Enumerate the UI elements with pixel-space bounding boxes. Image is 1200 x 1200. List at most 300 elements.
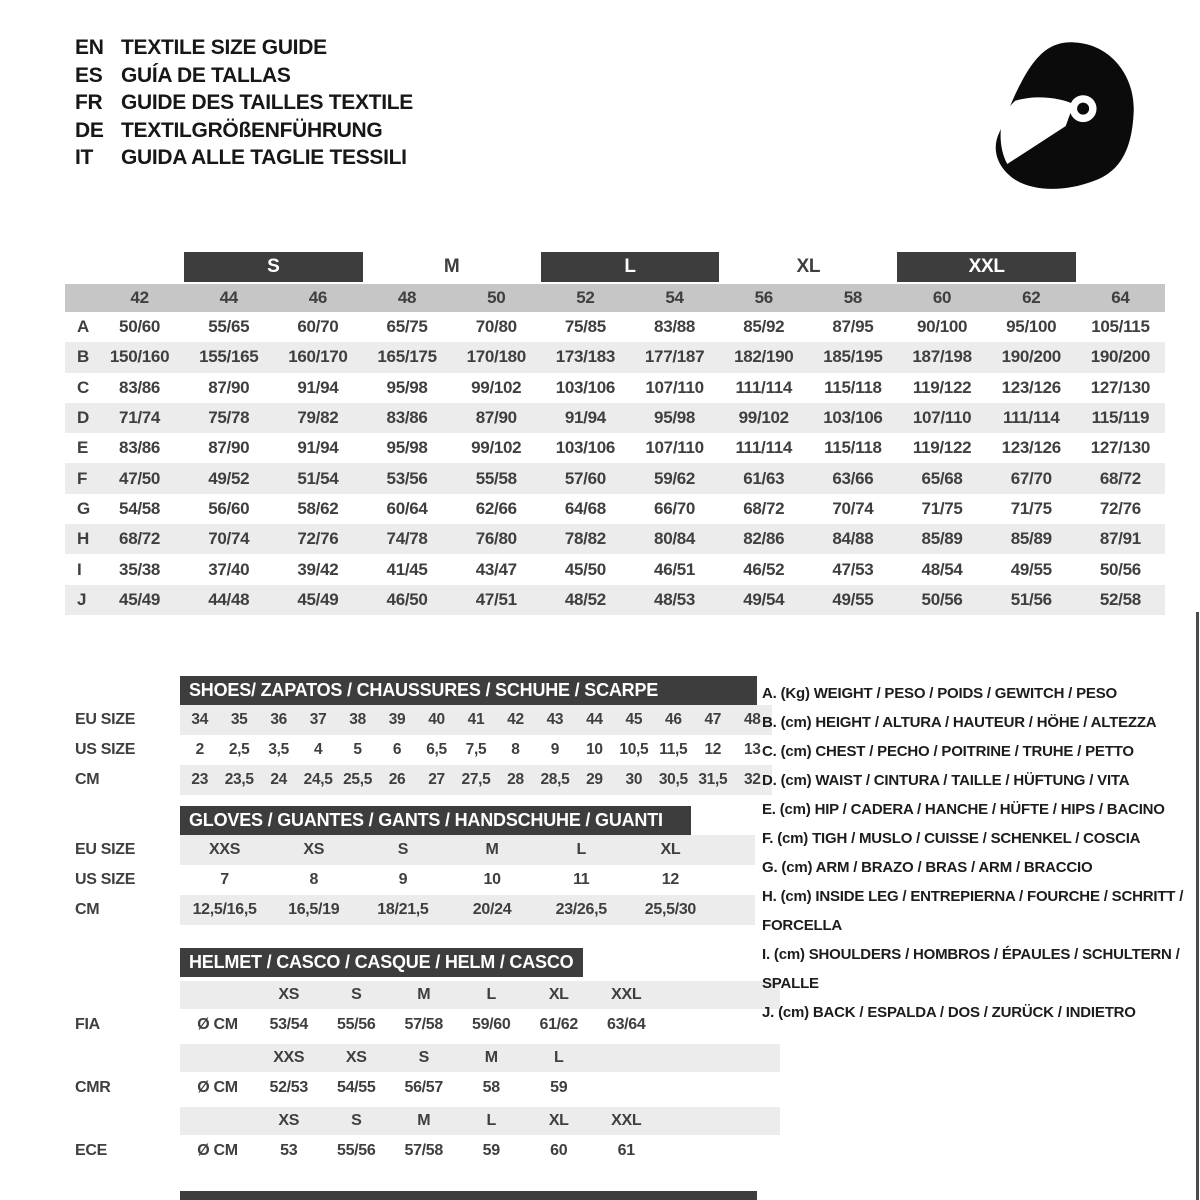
measurement-cell: 61/63	[743, 468, 785, 488]
measurement-cell: 190/200	[1001, 347, 1061, 367]
helmet-value-cell: 57/58	[404, 1141, 444, 1159]
size-header-cell: 44	[219, 288, 238, 307]
size-cell: 42	[507, 711, 524, 728]
row-label: US SIZE	[75, 871, 136, 888]
legend-entry: F. (cm) TIGH / MUSLO / CUISSE / SCHENKEL / COSCIA	[762, 830, 1141, 847]
row-label: D	[77, 408, 89, 428]
size-cell: 6,5	[426, 741, 447, 758]
size-header-cell: 46	[308, 288, 328, 307]
size-header-cell: 62	[1022, 288, 1041, 307]
unit-cell: Ø CM	[197, 1141, 238, 1159]
measurement-cell: 50/60	[119, 317, 161, 337]
measurement-cell: 68/72	[1099, 468, 1141, 488]
measurement-cell: 54/58	[119, 498, 161, 518]
legend-entry: J. (cm) BACK / ESPALDA / DOS / ZURÜCK / INDIETRO	[762, 1004, 1136, 1021]
size-header-cell: 64	[1111, 288, 1130, 307]
language-code: ES	[75, 63, 103, 87]
measurement-cell: 78/82	[564, 529, 606, 549]
helmet-value-row	[65, 1135, 660, 1166]
size-cell: 31,5	[698, 771, 728, 788]
size-header-cell: 56	[754, 288, 773, 307]
language-code: IT	[75, 146, 94, 169]
measurement-cell: 95/98	[386, 377, 428, 397]
measurement-cell: 111/114	[735, 377, 793, 397]
helmet-size-cell: XL	[548, 1112, 569, 1129]
strip-row	[65, 865, 755, 895]
measurement-cell: 95/100	[1006, 317, 1057, 337]
measurement-cell: 84/88	[832, 529, 874, 549]
measurement-cell: 46/51	[654, 559, 696, 579]
language-title: TEXTILE SIZE GUIDE	[121, 36, 327, 59]
size-cell: 40	[428, 711, 445, 728]
size-cell: 41	[467, 711, 485, 728]
measurement-cell: 85/92	[743, 317, 785, 337]
size-cell: 10	[483, 871, 501, 888]
measurement-cell: 45/49	[297, 589, 339, 609]
size-cell: 12	[661, 871, 679, 888]
measurement-cell: 70/74	[832, 498, 874, 518]
row-label: J	[77, 589, 87, 609]
size-cell: 28,5	[540, 771, 570, 788]
measurement-cell: 103/106	[555, 377, 616, 397]
measurement-cell: 48/54	[921, 559, 963, 579]
size-cell: S	[397, 841, 409, 858]
size-cell: 25,5	[343, 771, 373, 788]
measurement-cell: 155/165	[199, 347, 259, 367]
helmet-value-cell: 59	[482, 1141, 500, 1159]
size-cell: 18/21,5	[377, 901, 429, 918]
measurement-cell: 55/65	[208, 317, 250, 337]
size-cell: 24,5	[303, 771, 333, 788]
measurement-cell: 75/78	[208, 408, 250, 428]
shoes-size-table	[65, 676, 772, 795]
measurement-cell: 53/56	[386, 468, 428, 488]
size-header-cell: 52	[576, 288, 595, 307]
size-header-cell: 60	[932, 288, 952, 307]
measurement-cell: 51/54	[297, 468, 339, 488]
measurement-row-f	[65, 463, 1165, 493]
size-cell: 9	[550, 741, 560, 758]
size-letter-l: L	[541, 252, 719, 282]
size-cell: L	[576, 841, 586, 858]
measurement-cell: 127/130	[1090, 377, 1151, 397]
measurement-cell: 72/76	[1099, 498, 1141, 518]
strip-band	[180, 895, 755, 925]
measurement-cell: 99/102	[738, 408, 789, 428]
measurement-cell: 48/52	[564, 589, 606, 609]
measurement-cell: 52/58	[1099, 589, 1141, 609]
helmet-value-cell: 53	[280, 1141, 298, 1159]
helmet-value-cell: 58	[482, 1078, 500, 1096]
measurement-cell: 63/66	[832, 468, 874, 488]
size-cell: 45	[625, 711, 643, 728]
size-header-cell: 48	[397, 288, 417, 307]
helmet-size-band	[180, 981, 780, 1009]
size-letter-header-row	[65, 252, 1165, 282]
measurement-cell: 107/110	[645, 438, 704, 458]
measurement-cell: 83/86	[386, 408, 428, 428]
garment-size-table	[65, 252, 1165, 615]
gloves-table-header: GLOVES / GUANTES / GANTS / HANDSCHUHE / GUANTI	[180, 806, 691, 835]
measurement-cell: 150/160	[109, 347, 170, 367]
helmet-size-cell: S	[351, 1112, 362, 1129]
helmet-value-cell: 55/56	[336, 1015, 376, 1033]
measurement-cell: 105/115	[1091, 317, 1150, 337]
measurement-cell: 190/200	[1090, 347, 1151, 367]
size-cell: 28	[507, 771, 524, 788]
standard-label: CMR	[75, 1078, 111, 1096]
size-cell: 36	[270, 711, 287, 728]
legend-entry: G. (cm) ARM / BRAZO / BRAS / ARM / BRACCIO	[762, 859, 1093, 876]
size-cell: 11,5	[659, 741, 688, 758]
measurement-row-a	[65, 312, 1165, 342]
size-cell: 12	[704, 741, 722, 758]
standard-label: FIA	[75, 1015, 100, 1033]
measurement-cell: 173/183	[555, 347, 616, 367]
legend-entry: H. (cm) INSIDE LEG / ENTREPIERNA / FOURCHE / SCHRITT / FORCELLA	[762, 888, 1184, 934]
row-label: CM	[75, 771, 100, 788]
unit-cell: Ø CM	[197, 1015, 238, 1033]
helmet-size-cell: XS	[278, 1112, 300, 1129]
helmet-value-cell: 52/53	[269, 1078, 309, 1096]
size-header-cell: 54	[665, 288, 684, 307]
size-cell: 27	[428, 771, 445, 788]
right-edge-line	[1196, 612, 1199, 1200]
measurement-cell: 119/122	[912, 438, 972, 458]
row-label: EU SIZE	[75, 841, 136, 858]
measurement-cell: 87/90	[208, 438, 250, 458]
measurement-cell: 85/89	[921, 529, 963, 549]
measurement-cell: 83/88	[654, 317, 696, 337]
measurement-cell: 67/70	[1010, 468, 1052, 488]
helmet-icon	[982, 36, 1140, 194]
language-row	[75, 144, 413, 172]
helmet-size-cell: M	[484, 1049, 498, 1066]
measurement-cell: 50/56	[921, 589, 963, 609]
helmet-value-cell: 63/64	[606, 1015, 646, 1033]
size-cell: M	[485, 841, 499, 858]
measurement-cell: 99/102	[471, 377, 522, 397]
measurement-cell: 47/51	[475, 589, 517, 609]
helmet-table-header: HELMET / CASCO / CASQUE / HELM / CASCO	[180, 948, 583, 977]
measurement-row-j	[65, 585, 1165, 615]
measurement-cell: 48/53	[654, 589, 696, 609]
helmet-value-cell: 59/60	[471, 1015, 511, 1033]
measurement-cell: 115/118	[824, 377, 882, 397]
measurement-cell: 83/86	[119, 438, 161, 458]
measurement-cell: 115/118	[824, 438, 882, 458]
language-row	[75, 62, 413, 90]
measurement-row-i	[65, 554, 1165, 584]
language-title-block	[75, 34, 413, 172]
size-cell: 30,5	[658, 771, 688, 788]
language-code: DE	[75, 118, 104, 142]
measurement-cell: 170/180	[466, 347, 526, 367]
size-cell: 25,5/30	[644, 901, 697, 918]
shoes-rows	[65, 705, 772, 795]
measurement-cell: 119/122	[912, 377, 972, 397]
measurement-cell: 65/68	[921, 468, 963, 488]
cropped-footer-bar	[180, 1191, 757, 1200]
size-cell: 46	[665, 711, 682, 728]
measurement-cell: 59/62	[654, 468, 696, 488]
helmet-size-cell: L	[554, 1049, 564, 1066]
measurement-row-c	[65, 373, 1165, 403]
measurement-cell: 74/78	[386, 529, 428, 549]
measurement-row-h	[65, 524, 1165, 554]
measurement-cell: 75/85	[564, 317, 606, 337]
helmet-value-row	[65, 1009, 660, 1040]
row-label: B	[77, 347, 89, 367]
measurement-cell: 85/89	[1010, 529, 1052, 549]
measurement-cell: 123/126	[1001, 377, 1061, 397]
size-cell: 16,5/19	[288, 901, 340, 918]
size-cell: 12,5/16,5	[192, 901, 257, 918]
legend-entry: A. (Kg) WEIGHT / PESO / POIDS / GEWITCH / PESO	[762, 685, 1117, 702]
measurement-cell: 185/195	[823, 347, 883, 367]
helmet-size-cell: XXS	[273, 1049, 305, 1066]
helmet-value-cell: 56/57	[404, 1078, 444, 1096]
size-cell: 23	[191, 771, 209, 788]
measurement-cell: 177/187	[644, 347, 705, 367]
measurement-cell: 79/82	[297, 408, 339, 428]
measurement-cell: 76/80	[475, 529, 517, 549]
size-letter-s: S	[184, 252, 362, 282]
size-cell: 37	[309, 711, 327, 728]
size-cell: 3,5	[268, 741, 289, 758]
strip-row	[65, 895, 755, 925]
row-label: H	[77, 529, 89, 549]
measurement-cell: 60/70	[297, 317, 339, 337]
strip-band	[180, 705, 772, 735]
standard-label: ECE	[75, 1141, 107, 1159]
size-cell: 39	[388, 711, 406, 728]
language-row	[75, 89, 413, 117]
size-cell: 24	[270, 771, 287, 788]
strip-row	[65, 735, 772, 765]
measurement-cell: 55/58	[475, 468, 517, 488]
size-cell: 44	[586, 711, 603, 728]
language-title: GUIDA ALLE TAGLIE TESSILI	[121, 146, 407, 169]
size-cell: 43	[546, 711, 564, 728]
measurement-cell: 87/90	[475, 408, 517, 428]
measurement-cell: 47/50	[119, 468, 161, 488]
measurement-cell: 87/95	[832, 317, 874, 337]
helmet-value-row	[65, 1072, 660, 1103]
size-cell: 48	[743, 711, 761, 728]
measurement-cell: 95/98	[386, 438, 428, 458]
row-label: A	[77, 317, 89, 337]
row-label: F	[77, 468, 88, 488]
measurement-cell: 83/86	[119, 377, 161, 397]
measurement-cell: 39/42	[297, 559, 339, 579]
size-header-cell: 58	[843, 288, 863, 307]
size-header-cell: 42	[130, 288, 149, 307]
size-letter-m: M	[443, 256, 460, 277]
language-row	[75, 117, 413, 145]
size-cell: XS	[303, 841, 325, 858]
size-cell: 11	[573, 871, 590, 888]
size-cell: 32	[743, 771, 761, 788]
language-title: TEXTILGRÖßENFÜHRUNG	[121, 118, 383, 142]
measurement-cell: 66/70	[654, 498, 696, 518]
measurement-cell: 87/90	[208, 377, 250, 397]
measurement-cell: 123/126	[1001, 438, 1061, 458]
measurement-cell: 187/198	[912, 347, 972, 367]
strip-band	[180, 835, 755, 865]
helmet-size-cell: S	[351, 986, 362, 1003]
measurement-cell: 49/54	[743, 589, 785, 609]
helmet-size-cell: M	[417, 986, 431, 1003]
measurement-row-g	[65, 494, 1165, 524]
helmet-size-table	[65, 948, 845, 1166]
measurement-cell: 71/75	[921, 498, 963, 518]
size-cell: 47	[704, 711, 722, 728]
size-cell: 26	[388, 771, 406, 788]
strip-band	[180, 865, 755, 895]
measurement-cell: 70/74	[208, 529, 250, 549]
helmet-value-cell: 54/55	[336, 1078, 376, 1096]
row-label: EU SIZE	[75, 711, 136, 728]
size-letter-xxl: XXL	[897, 252, 1075, 282]
size-cell: 23/26,5	[555, 901, 607, 918]
measurement-cell: 160/170	[288, 347, 348, 367]
size-cell: 34	[191, 711, 209, 728]
legend-entry: D. (cm) WAIST / CINTURA / TAILLE / HÜFTUNG / VITA	[762, 772, 1130, 789]
measurement-cell: 95/98	[654, 408, 696, 428]
unit-cell: Ø CM	[197, 1078, 238, 1096]
measurement-cell: 46/52	[743, 559, 785, 579]
helmet-value-cell: 61/62	[539, 1015, 579, 1033]
measurement-cell: 49/52	[208, 468, 250, 488]
legend-entry: C. (cm) CHEST / PECHO / POITRINE / TRUHE / PETTO	[762, 743, 1134, 760]
size-cell: 7,5	[465, 741, 487, 758]
helmet-value-cell: 60	[550, 1141, 568, 1159]
language-row	[75, 34, 413, 62]
measurement-cell: 80/84	[654, 529, 696, 549]
measurement-cell: 91/94	[564, 408, 606, 428]
helmet-size-cell: XS	[345, 1049, 367, 1066]
helmet-size-cell: L	[486, 1112, 496, 1129]
measurement-cell: 44/48	[208, 589, 250, 609]
measurement-cell: 71/74	[119, 408, 161, 428]
measurement-cell: 43/47	[475, 559, 517, 579]
size-cell: 10,5	[619, 741, 649, 758]
measurement-cell: 103/106	[555, 438, 616, 458]
size-cell: 7	[220, 871, 229, 888]
row-label: US SIZE	[75, 741, 136, 758]
row-label: I	[77, 559, 82, 579]
size-cell: 8	[309, 871, 319, 888]
measurement-cell: 65/75	[386, 317, 428, 337]
measurement-cell: 64/68	[564, 498, 606, 518]
size-cell: 5	[353, 741, 362, 758]
measurement-cell: 91/94	[297, 438, 339, 458]
measurement-cell: 71/75	[1010, 498, 1052, 518]
measurement-cell: 103/106	[823, 408, 883, 428]
measurement-cell: 45/49	[119, 589, 161, 609]
legend-entry: B. (cm) HEIGHT / ALTURA / HAUTEUR / HÖHE / ALTEZZA	[762, 714, 1157, 731]
measurement-cell: 51/56	[1010, 589, 1052, 609]
measurement-cell: 107/110	[645, 377, 704, 397]
shoes-table-header: SHOES/ ZAPATOS / CHAUSSURES / SCHUHE / SCARPE	[180, 676, 757, 705]
size-cell: 6	[392, 741, 402, 758]
measurement-cell: 127/130	[1090, 438, 1151, 458]
helmet-size-cell: L	[486, 986, 496, 1003]
legend-entry: I. (cm) SHOULDERS / HOMBROS / ÉPAULES / SCHULTERN / SPALLE	[762, 946, 1180, 992]
language-title: GUIDE DES TAILLES TEXTILE	[121, 91, 413, 114]
strip-row	[65, 705, 772, 735]
measurement-cell: 46/50	[386, 589, 428, 609]
measurement-cell: 49/55	[1010, 559, 1052, 579]
measurement-row-e	[65, 433, 1165, 463]
size-cell: 2	[195, 741, 204, 758]
measurement-cell: 68/72	[743, 498, 785, 518]
helmet-value-cell: 59	[550, 1078, 568, 1096]
measurement-cell: 41/45	[386, 559, 428, 579]
helmet-value-cell: 55/56	[336, 1141, 376, 1159]
garment-measurement-rows	[65, 312, 1165, 615]
helmet-size-cell: S	[418, 1049, 429, 1066]
measurement-cell: 45/50	[564, 559, 606, 579]
size-cell: 2,5	[228, 741, 250, 758]
helmet-size-band	[180, 1044, 780, 1072]
measurement-row-b	[65, 342, 1165, 372]
size-cell: 8	[511, 741, 520, 758]
row-label: CM	[75, 901, 100, 918]
measurement-cell: 70/80	[475, 317, 517, 337]
row-label: G	[77, 498, 90, 518]
size-header-cell: 50	[487, 288, 506, 307]
measurement-cell: 35/38	[119, 559, 161, 579]
size-cell: 10	[586, 741, 603, 758]
measurement-cell: 58/62	[297, 498, 339, 518]
size-cell: XXS	[209, 841, 241, 858]
helmet-size-band	[180, 1107, 780, 1135]
helmet-value-cell: 57/58	[404, 1015, 444, 1033]
measurement-cell: 115/119	[1091, 408, 1150, 428]
measurement-cell: 82/86	[743, 529, 785, 549]
measurement-cell: 90/100	[916, 317, 968, 337]
row-label: E	[77, 438, 89, 458]
size-cell: 29	[586, 771, 603, 788]
size-cell: 23,5	[224, 771, 254, 788]
measurement-cell: 111/114	[1002, 408, 1060, 428]
size-cell: 4	[313, 741, 323, 758]
measurement-cell: 50/56	[1099, 559, 1141, 579]
numeric-size-band	[65, 284, 1165, 312]
measurement-cell: 56/60	[208, 498, 250, 518]
language-code: EN	[75, 36, 104, 59]
size-cell: 27,5	[461, 771, 491, 788]
strip-row	[65, 765, 772, 795]
measurement-cell: 57/60	[564, 468, 606, 488]
helmet-rows	[65, 981, 845, 1166]
strip-band	[180, 735, 772, 765]
helmet-value-cell: 61	[617, 1141, 635, 1159]
size-cell: 30	[625, 771, 643, 788]
helmet-size-cell: XL	[548, 986, 569, 1003]
helmet-value-cell: 53/54	[269, 1015, 309, 1033]
measurement-cell: 49/55	[832, 589, 874, 609]
measurement-cell: 72/76	[297, 529, 339, 549]
size-cell: 38	[349, 711, 366, 728]
measurement-cell: 37/40	[208, 559, 250, 579]
measurement-cell: 111/114	[735, 438, 793, 458]
size-cell: XL	[660, 841, 681, 858]
measurement-cell: 60/64	[386, 498, 428, 518]
helmet-size-cell: XS	[278, 986, 300, 1003]
